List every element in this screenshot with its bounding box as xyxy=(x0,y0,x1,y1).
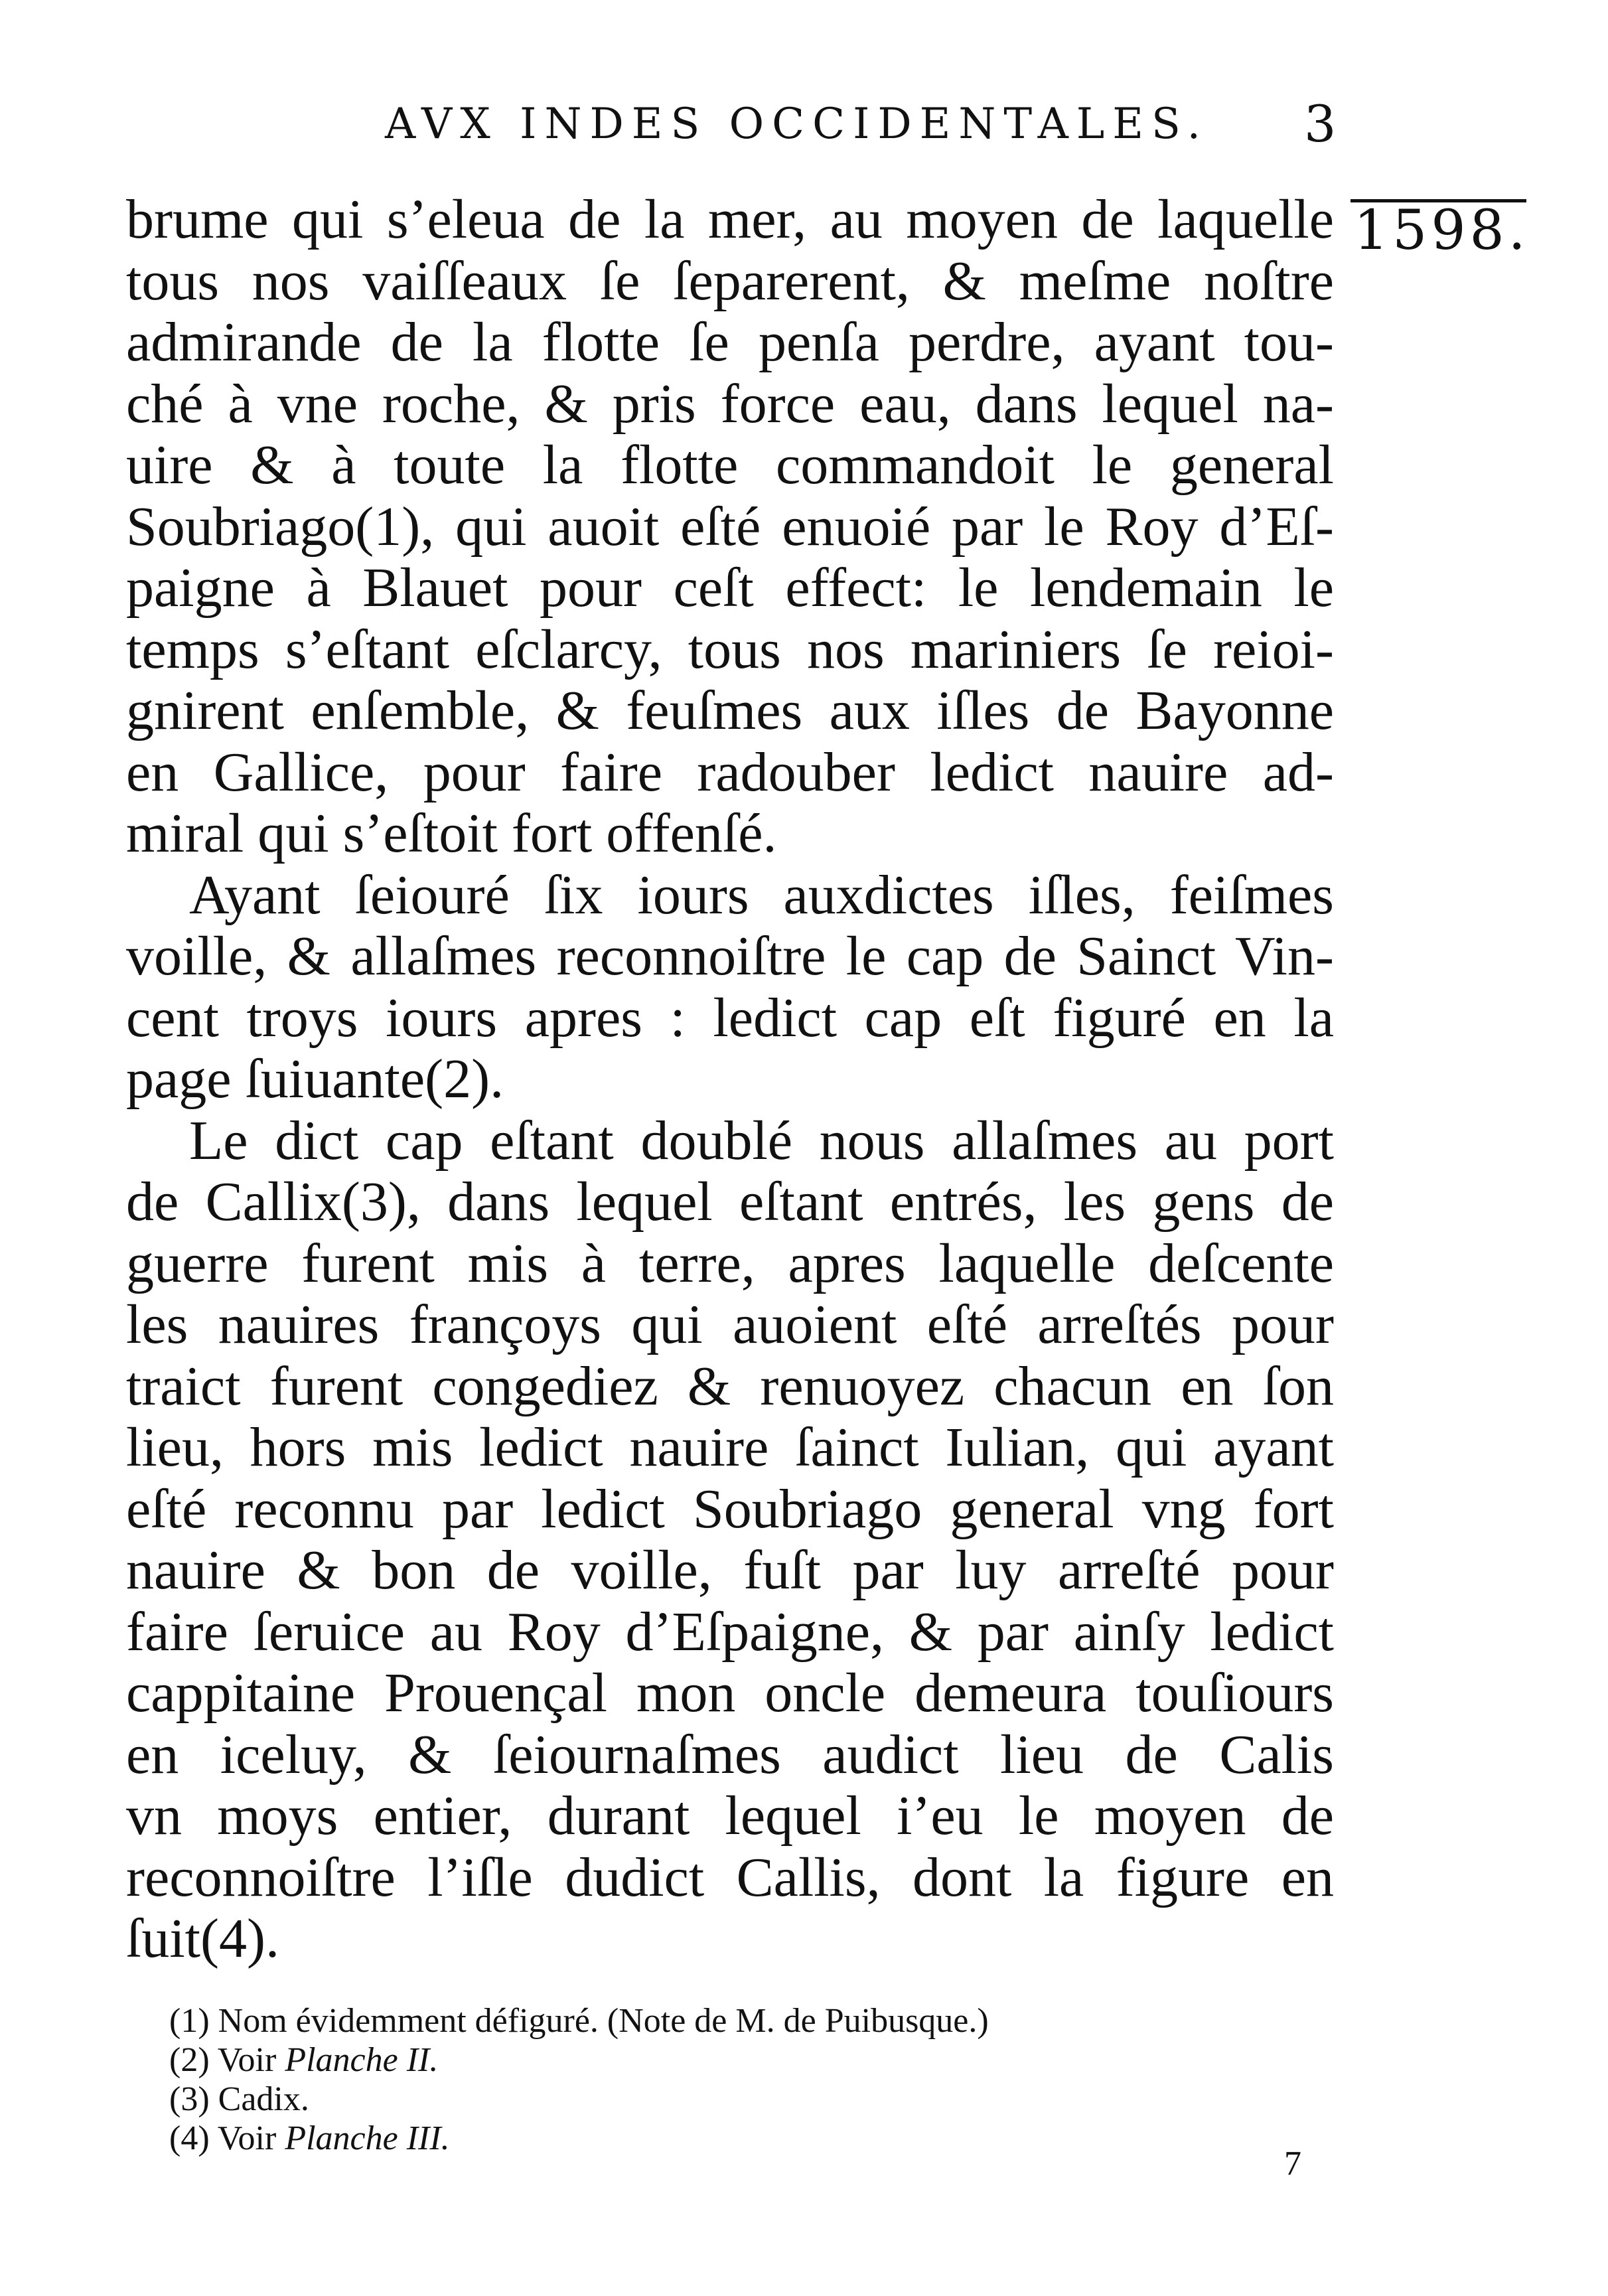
footnote-italic: Planche II. xyxy=(276,2041,439,2079)
text-line: temps s’eſtant eſclarcy, tous nos mariniers ſe reioi- xyxy=(126,618,1334,680)
text-line: gnirent enſemble, & feuſmes aux iſles de Bayonne xyxy=(126,680,1334,741)
page-number: 3 xyxy=(1304,94,1337,153)
text-line: page ſuiuante(2). xyxy=(126,1048,504,1110)
text-line: miral qui s’eſtoit fort offenſé. xyxy=(126,803,777,864)
footnote-text: Voir xyxy=(217,2119,277,2157)
text-line: Soubriago(1), qui auoit eſté enuoié par le Roy d’Eſ- xyxy=(126,495,1334,558)
footnote xyxy=(169,2040,989,2080)
footnote-italic: Planche III. xyxy=(276,2119,450,2157)
text-line: paigne à Blauet pour ceſt effect: le lendemain le xyxy=(126,557,1334,619)
signature-mark: 7 xyxy=(1284,2145,1301,2182)
text-line: brume qui s’eleua de la mer, au moyen de laquelle xyxy=(126,189,1334,250)
text-line: Le dict cap eſtant doublé nous allaſmes au port xyxy=(189,1109,1334,1172)
text-line: admirande de la flotte ſe penſa perdre, ayant tou- xyxy=(126,311,1334,373)
text-line: reconnoiſtre l’iſle dudict Callis, dont la figure en xyxy=(126,1846,1334,1908)
footnote-number: (2) xyxy=(169,2041,218,2079)
text-line: lieu, hors mis ledict nauire ſainct Iulian, qui ayant xyxy=(126,1416,1334,1478)
running-head xyxy=(385,94,1337,153)
text-line: en iceluy, & ſeiournaſmes audict lieu de Calis xyxy=(126,1723,1334,1786)
footnote-number: (3) xyxy=(169,2080,218,2118)
footnote-text: Voir xyxy=(217,2041,277,2079)
footnote xyxy=(169,2001,989,2040)
text-line: voille, & allaſmes reconnoiſtre le cap de Sainct Vin- xyxy=(126,925,1334,987)
footnote xyxy=(169,2119,989,2158)
margin-year: 1598. xyxy=(1354,199,1530,262)
text-line: nauire & bon de voille, fuſt par luy arreſté pour xyxy=(126,1539,1334,1601)
footnotes xyxy=(169,2001,989,2158)
text-line: traict furent congediez & renuoyez chacun en ſon xyxy=(126,1355,1334,1417)
footnote-text: Nom évidemment défiguré. (Note de M. de Puibusque.) xyxy=(218,2002,989,2040)
text-line: ſuit(4). xyxy=(126,1908,279,1969)
footnote-number: (4) xyxy=(169,2119,218,2157)
text-line: ché à vne roche, & pris force eau, dans lequel na- xyxy=(126,372,1334,435)
text-line: de Callix(3), dans lequel eſtant entrés, les gens de xyxy=(126,1171,1334,1233)
text-line: les nauires françoys qui auoient eſté arreſtés pour xyxy=(126,1294,1334,1355)
footnote-number: (1) xyxy=(169,2002,218,2040)
text-line: vn moys entier, durant lequel i’eu le moyen de xyxy=(126,1785,1334,1847)
text-line: cent troys iours apres : ledict cap eſt figuré en la xyxy=(126,986,1334,1049)
text-line: faire ſeruice au Roy d’Eſpaigne, & par ainſy ledict xyxy=(126,1600,1334,1663)
running-title: AVX INDES OCCIDENTALES. xyxy=(385,100,1208,149)
footnote-text: Cadix. xyxy=(218,2080,309,2118)
body-text xyxy=(126,189,1334,1970)
text-line: cappitaine Prouençal mon oncle demeura touſiours xyxy=(126,1662,1334,1724)
text-line: guerre furent mis à terre, apres laquelle deſcente xyxy=(126,1232,1334,1294)
footnote xyxy=(169,2080,989,2119)
text-line: en Gallice, pour faire radouber ledict nauire ad- xyxy=(126,741,1334,803)
text-line: eſté reconnu par ledict Soubriago general vng fort xyxy=(126,1478,1334,1540)
text-line: Ayant ſeiouré ſix iours auxdictes iſles, feiſmes xyxy=(189,864,1334,926)
text-line: tous nos vaiſſeaux ſe ſeparerent, & meſme noſtre xyxy=(126,250,1334,312)
text-line: uire & à toute la flotte commandoit le general xyxy=(126,434,1334,496)
